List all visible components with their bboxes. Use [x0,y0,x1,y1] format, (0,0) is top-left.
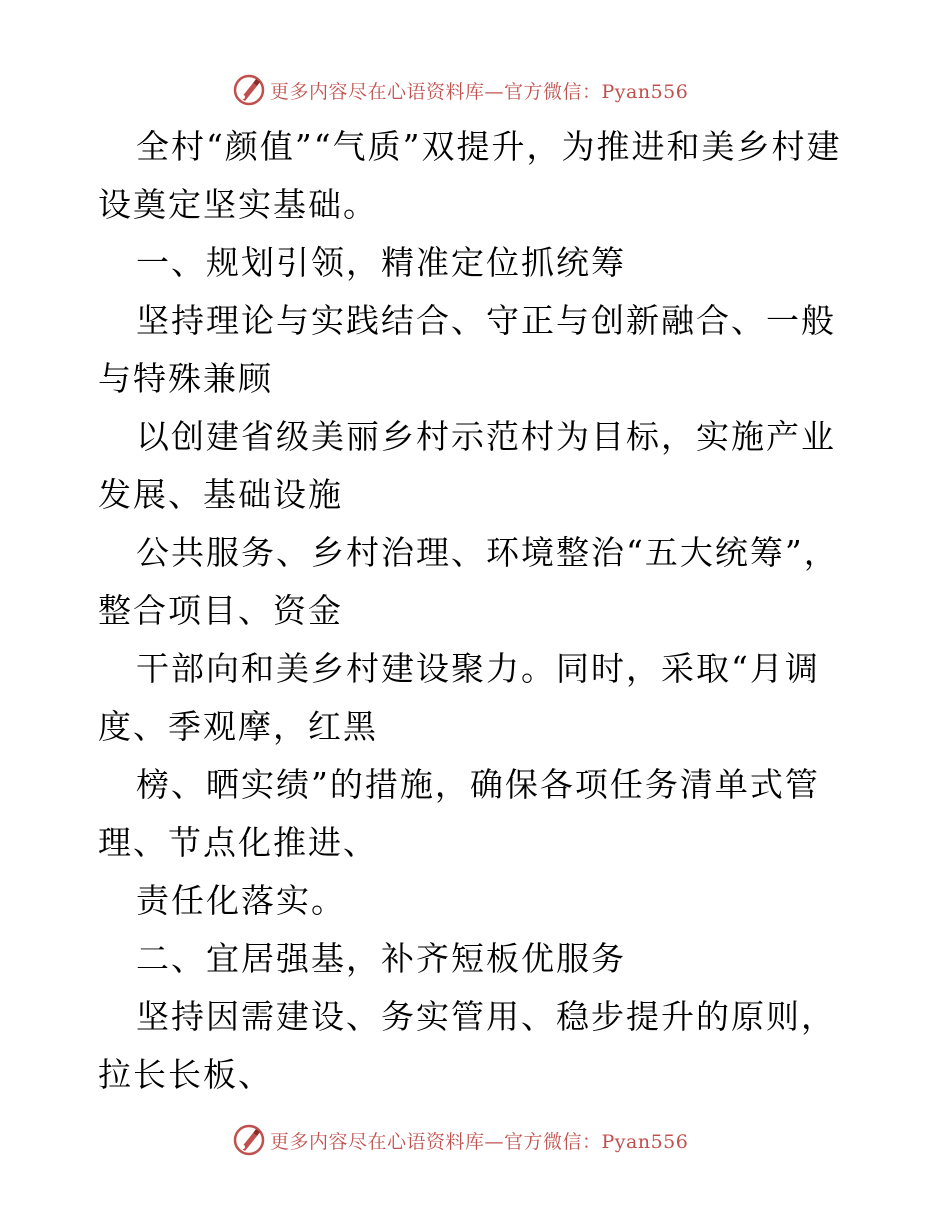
paragraph: 全村“颜值”“气质”双提升，为推进和美乡村建设奠定坚实基础。 [98,127,842,224]
header-watermark [232,72,732,108]
section-heading: 二、宜居强基，补齐短板优服务 [136,939,626,978]
paragraph: 坚持理论与实践结合、守正与创新融合、一般与特殊兼顾 [98,301,836,398]
paragraph: 责任化落实。 [136,881,346,920]
paragraph: 榜、晒实绩”的措施，确保各项任务清单式管理、节点化推进、 [98,765,820,862]
pen-seal-icon [232,73,266,107]
paragraph: 干部向和美乡村建设聚力。同时，采取“月调度、季观摩，红黑 [98,649,820,746]
paragraph: 公共服务、乡村治理、环境整治“五大统筹”，整合项目、资金 [98,533,839,630]
watermark-text: 更多内容尽在心语资料库—官方微信：Pyan556 [270,1130,689,1153]
paragraph: 坚持因需建设、务实管用、稳步提升的原则，拉长长板、 [98,997,836,1094]
pen-seal-icon [232,1123,266,1157]
document-body [98,118,858,1104]
watermark-text: 更多内容尽在心语资料库—官方微信：Pyan556 [270,80,689,103]
footer-watermark [232,1122,732,1158]
paragraph: 以创建省级美丽乡村示范村为目标，实施产业发展、基础设施 [98,417,836,514]
section-heading: 一、规划引领，精准定位抓统筹 [136,243,626,282]
